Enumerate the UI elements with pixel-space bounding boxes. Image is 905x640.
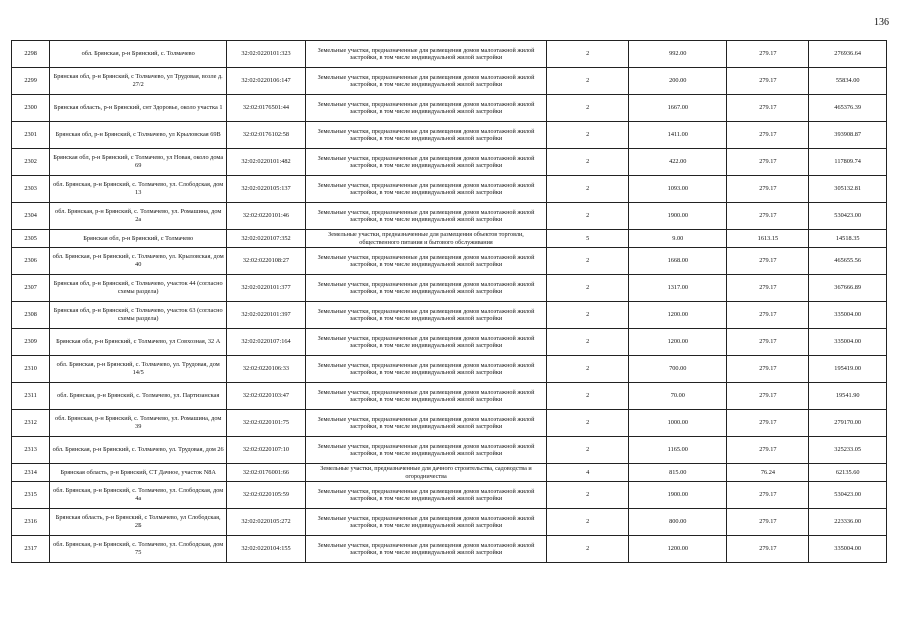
specific-value-cell: 279.17 <box>727 536 809 563</box>
category-cell: 2 <box>547 122 629 149</box>
permitted-use-cell: Земельные участки, предназначенные для размещения домов малоэтажной жилой застройки, в том числе индивидуальной жилой застройки <box>305 122 546 149</box>
category-cell: 2 <box>547 176 629 203</box>
table-row <box>12 275 887 302</box>
cadastral-value-cell: 335004.00 <box>809 329 887 356</box>
table-body <box>12 41 887 563</box>
row-number-cell: 2316 <box>12 509 50 536</box>
row-number-cell: 2310 <box>12 356 50 383</box>
address-cell: обл. Брянская, р-н Брянский, с. Толмачево, ул. Крыловская, дом 40 <box>50 248 227 275</box>
permitted-use-cell: Земельные участки, предназначенные для размещения домов малоэтажной жилой застройки, в том числе индивидуальной жилой застройки <box>305 203 546 230</box>
category-cell: 2 <box>547 482 629 509</box>
area-cell: 70.00 <box>629 383 727 410</box>
permitted-use-cell: Земельные участки, предназначенные для размещения объектов торговли, общественного питания и бытового обслуживания <box>305 230 546 248</box>
permitted-use-cell: Земельные участки, предназначенные для размещения домов малоэтажной жилой застройки, в том числе индивидуальной жилой застройки <box>305 437 546 464</box>
specific-value-cell: 76.24 <box>727 464 809 482</box>
table-row <box>12 230 887 248</box>
table-row <box>12 464 887 482</box>
area-cell: 1200.00 <box>629 302 727 329</box>
cadastral-number-cell: 32:02:0220101:377 <box>227 275 306 302</box>
permitted-use-cell: Земельные участки, предназначенные для размещения домов малоэтажной жилой застройки, в том числе индивидуальной жилой застройки <box>305 356 546 383</box>
row-number-cell: 2309 <box>12 329 50 356</box>
specific-value-cell: 279.17 <box>727 122 809 149</box>
cadastral-value-cell: 530423.00 <box>809 203 887 230</box>
table-row <box>12 41 887 68</box>
cadastral-value-cell: 276936.64 <box>809 41 887 68</box>
row-number-cell: 2315 <box>12 482 50 509</box>
cadastral-value-cell: 223336.00 <box>809 509 887 536</box>
specific-value-cell: 279.17 <box>727 275 809 302</box>
cadastral-number-cell: 32:02:0220107:10 <box>227 437 306 464</box>
address-cell: Брянская обл, р-н Брянский, с Толмачево, участок 44 (согласно схемы раздела) <box>50 275 227 302</box>
address-cell: обл. Брянская, р-н Брянский, с. Толмачево, ул. Ромашина, дом 2а <box>50 203 227 230</box>
table-row <box>12 410 887 437</box>
category-cell: 2 <box>547 275 629 302</box>
category-cell: 2 <box>547 509 629 536</box>
cadastral-number-cell: 32:02:0220101:46 <box>227 203 306 230</box>
cadastral-value-cell: 335004.00 <box>809 302 887 329</box>
table-row <box>12 203 887 230</box>
cadastral-number-cell: 32:02:0176501:44 <box>227 95 306 122</box>
permitted-use-cell: Земельные участки, предназначенные для размещения домов малоэтажной жилой застройки, в том числе индивидуальной жилой застройки <box>305 95 546 122</box>
category-cell: 2 <box>547 149 629 176</box>
page-number: 136 <box>874 17 889 28</box>
table-row <box>12 302 887 329</box>
cadastral-number-cell: 32:02:0220101:75 <box>227 410 306 437</box>
address-cell: Брянская область, р-н Брянский, с Толмачево, ул Слободская, 2Б <box>50 509 227 536</box>
cadastral-number-cell: 32:02:0220106:33 <box>227 356 306 383</box>
category-cell: 2 <box>547 302 629 329</box>
specific-value-cell: 279.17 <box>727 329 809 356</box>
table-row <box>12 509 887 536</box>
permitted-use-cell: Земельные участки, предназначенные для размещения домов малоэтажной жилой застройки, в том числе индивидуальной жилой застройки <box>305 149 546 176</box>
address-cell: Брянская обл, р-н Брянский, с Толмачево, ул Трудовая, возле д. 27/2 <box>50 68 227 95</box>
cadastral-number-cell: 32:02:0220108:27 <box>227 248 306 275</box>
address-cell: обл. Брянская, р-н Брянский, с. Толмачево, ул. Ромашина, дом 39 <box>50 410 227 437</box>
cadastral-number-cell: 32:02:0220101:323 <box>227 41 306 68</box>
row-number-cell: 2307 <box>12 275 50 302</box>
category-cell: 2 <box>547 536 629 563</box>
area-cell: 1411.00 <box>629 122 727 149</box>
table-row <box>12 95 887 122</box>
specific-value-cell: 279.17 <box>727 95 809 122</box>
cadastral-number-cell: 32:02:0220106:147 <box>227 68 306 95</box>
specific-value-cell: 279.17 <box>727 68 809 95</box>
table-row <box>12 383 887 410</box>
specific-value-cell: 279.17 <box>727 248 809 275</box>
address-cell: обл. Брянская, р-н Брянский, с. Толмачево, ул. Партизанская <box>50 383 227 410</box>
area-cell: 1093.00 <box>629 176 727 203</box>
permitted-use-cell: Земельные участки, предназначенные для размещения домов малоэтажной жилой застройки, в том числе индивидуальной жилой застройки <box>305 275 546 302</box>
cadastral-value-cell: 117809.74 <box>809 149 887 176</box>
area-cell: 200.00 <box>629 68 727 95</box>
area-cell: 1165.00 <box>629 437 727 464</box>
specific-value-cell: 1613.15 <box>727 230 809 248</box>
category-cell: 2 <box>547 203 629 230</box>
row-number-cell: 2303 <box>12 176 50 203</box>
permitted-use-cell: Земельные участки, предназначенные для размещения домов малоэтажной жилой застройки, в том числе индивидуальной жилой застройки <box>305 410 546 437</box>
address-cell: обл. Брянская, р-н Брянский, с. Толмачево, ул. Слободская, дом 75 <box>50 536 227 563</box>
area-cell: 9.00 <box>629 230 727 248</box>
table-row <box>12 122 887 149</box>
category-cell: 4 <box>547 464 629 482</box>
category-cell: 2 <box>547 41 629 68</box>
address-cell: Брянская область, р-н Брянский, СТ Дачное, участок N8А <box>50 464 227 482</box>
cadastral-value-cell: 305132.81 <box>809 176 887 203</box>
table-row <box>12 329 887 356</box>
table-row <box>12 176 887 203</box>
address-cell: Брянская обл, р-н Брянский, с Толмачево <box>50 230 227 248</box>
area-cell: 1200.00 <box>629 329 727 356</box>
row-number-cell: 2311 <box>12 383 50 410</box>
permitted-use-cell: Земельные участки, предназначенные для дачного строительства, садоводства и огородничества <box>305 464 546 482</box>
cadastral-number-cell: 32:02:0220105:137 <box>227 176 306 203</box>
specific-value-cell: 279.17 <box>727 437 809 464</box>
permitted-use-cell: Земельные участки, предназначенные для размещения домов малоэтажной жилой застройки, в том числе индивидуальной жилой застройки <box>305 248 546 275</box>
area-cell: 1000.00 <box>629 410 727 437</box>
cadastral-value-cell: 14518.35 <box>809 230 887 248</box>
address-cell: Брянская обл, р-н Брянский, с Толмачево, участок 63 (согласно схемы раздела) <box>50 302 227 329</box>
row-number-cell: 2302 <box>12 149 50 176</box>
row-number-cell: 2304 <box>12 203 50 230</box>
row-number-cell: 2300 <box>12 95 50 122</box>
row-number-cell: 2305 <box>12 230 50 248</box>
category-cell: 2 <box>547 437 629 464</box>
row-number-cell: 2299 <box>12 68 50 95</box>
address-cell: Брянская обл, р-н Брянский, с Толмачево, ул Новая, около дома 69 <box>50 149 227 176</box>
address-cell: обл. Брянская, р-н Брянский, с. Толмачево, ул. Трудовая, дом 26 <box>50 437 227 464</box>
address-cell: обл. Брянская, р-н Брянский, с. Толмачево, ул. Трудовая, дом 14/5 <box>50 356 227 383</box>
table-row <box>12 356 887 383</box>
address-cell: Брянская обл, р-н Брянский, с Толмачево, ул Крыловская 69В <box>50 122 227 149</box>
row-number-cell: 2301 <box>12 122 50 149</box>
row-number-cell: 2308 <box>12 302 50 329</box>
cadastral-number-cell: 32:02:0220101:482 <box>227 149 306 176</box>
specific-value-cell: 279.17 <box>727 383 809 410</box>
category-cell: 2 <box>547 95 629 122</box>
cadastral-value-cell: 367666.89 <box>809 275 887 302</box>
row-number-cell: 2312 <box>12 410 50 437</box>
cadastral-value-cell: 19541.90 <box>809 383 887 410</box>
address-cell: Брянская обл, р-н Брянский, с Толмачево, ул Совхозная, 32 А <box>50 329 227 356</box>
specific-value-cell: 279.17 <box>727 482 809 509</box>
area-cell: 1668.00 <box>629 248 727 275</box>
table-row <box>12 482 887 509</box>
permitted-use-cell: Земельные участки, предназначенные для размещения домов малоэтажной жилой застройки, в том числе индивидуальной жилой застройки <box>305 482 546 509</box>
permitted-use-cell: Земельные участки, предназначенные для размещения домов малоэтажной жилой застройки, в том числе индивидуальной жилой застройки <box>305 176 546 203</box>
area-cell: 1900.00 <box>629 203 727 230</box>
cadastral-value-cell: 465376.39 <box>809 95 887 122</box>
permitted-use-cell: Земельные участки, предназначенные для размещения домов малоэтажной жилой застройки, в том числе индивидуальной жилой застройки <box>305 383 546 410</box>
category-cell: 2 <box>547 68 629 95</box>
area-cell: 1200.00 <box>629 536 727 563</box>
table-row <box>12 248 887 275</box>
area-cell: 1900.00 <box>629 482 727 509</box>
specific-value-cell: 279.17 <box>727 410 809 437</box>
cadastral-number-cell: 32:02:0220103:47 <box>227 383 306 410</box>
land-register-table <box>11 40 887 563</box>
specific-value-cell: 279.17 <box>727 302 809 329</box>
address-cell: Брянская область, р-н Брянский, снт Здоровье, около участка 1 <box>50 95 227 122</box>
cadastral-value-cell: 530423.00 <box>809 482 887 509</box>
category-cell: 2 <box>547 383 629 410</box>
category-cell: 2 <box>547 356 629 383</box>
row-number-cell: 2317 <box>12 536 50 563</box>
table-row <box>12 437 887 464</box>
row-number-cell: 2298 <box>12 41 50 68</box>
category-cell: 2 <box>547 410 629 437</box>
address-cell: обл. Брянская, р-н Брянский, с. Толмачево, ул. Слободская, дом 13 <box>50 176 227 203</box>
row-number-cell: 2306 <box>12 248 50 275</box>
cadastral-number-cell: 32:02:0176102:58 <box>227 122 306 149</box>
specific-value-cell: 279.17 <box>727 509 809 536</box>
cadastral-number-cell: 32:02:0176001:66 <box>227 464 306 482</box>
category-cell: 5 <box>547 230 629 248</box>
permitted-use-cell: Земельные участки, предназначенные для размещения домов малоэтажной жилой застройки, в том числе индивидуальной жилой застройки <box>305 302 546 329</box>
row-number-cell: 2314 <box>12 464 50 482</box>
cadastral-value-cell: 335004.00 <box>809 536 887 563</box>
cadastral-number-cell: 32:02:0220107:352 <box>227 230 306 248</box>
category-cell: 2 <box>547 248 629 275</box>
table-row <box>12 536 887 563</box>
area-cell: 815.00 <box>629 464 727 482</box>
cadastral-value-cell: 279170.00 <box>809 410 887 437</box>
cadastral-number-cell: 32:02:0220105:59 <box>227 482 306 509</box>
permitted-use-cell: Земельные участки, предназначенные для размещения домов малоэтажной жилой застройки, в том числе индивидуальной жилой застройки <box>305 509 546 536</box>
specific-value-cell: 279.17 <box>727 149 809 176</box>
cadastral-number-cell: 32:02:0220107:164 <box>227 329 306 356</box>
specific-value-cell: 279.17 <box>727 356 809 383</box>
cadastral-value-cell: 62135.60 <box>809 464 887 482</box>
specific-value-cell: 279.17 <box>727 41 809 68</box>
table-row <box>12 68 887 95</box>
permitted-use-cell: Земельные участки, предназначенные для размещения домов малоэтажной жилой застройки, в том числе индивидуальной жилой застройки <box>305 41 546 68</box>
specific-value-cell: 279.17 <box>727 176 809 203</box>
permitted-use-cell: Земельные участки, предназначенные для размещения домов малоэтажной жилой застройки, в том числе индивидуальной жилой застройки <box>305 68 546 95</box>
area-cell: 422.00 <box>629 149 727 176</box>
table-row <box>12 149 887 176</box>
address-cell: обл. Брянская, р-н Брянский, с. Толмачево, ул. Слободская, дом 4а <box>50 482 227 509</box>
cadastral-value-cell: 55834.00 <box>809 68 887 95</box>
area-cell: 800.00 <box>629 509 727 536</box>
specific-value-cell: 279.17 <box>727 203 809 230</box>
row-number-cell: 2313 <box>12 437 50 464</box>
cadastral-value-cell: 465655.56 <box>809 248 887 275</box>
cadastral-value-cell: 325233.05 <box>809 437 887 464</box>
category-cell: 2 <box>547 329 629 356</box>
cadastral-number-cell: 32:02:0220101:397 <box>227 302 306 329</box>
cadastral-number-cell: 32:02:0220105:272 <box>227 509 306 536</box>
address-cell: обл. Брянская, р-н Брянский, с. Толмачево <box>50 41 227 68</box>
area-cell: 992.00 <box>629 41 727 68</box>
cadastral-number-cell: 32:02:0220104:155 <box>227 536 306 563</box>
area-cell: 1317.00 <box>629 275 727 302</box>
permitted-use-cell: Земельные участки, предназначенные для размещения домов малоэтажной жилой застройки, в том числе индивидуальной жилой застройки <box>305 536 546 563</box>
cadastral-value-cell: 195419.00 <box>809 356 887 383</box>
area-cell: 700.00 <box>629 356 727 383</box>
cadastral-value-cell: 393908.87 <box>809 122 887 149</box>
permitted-use-cell: Земельные участки, предназначенные для размещения домов малоэтажной жилой застройки, в том числе индивидуальной жилой застройки <box>305 329 546 356</box>
area-cell: 1667.00 <box>629 95 727 122</box>
